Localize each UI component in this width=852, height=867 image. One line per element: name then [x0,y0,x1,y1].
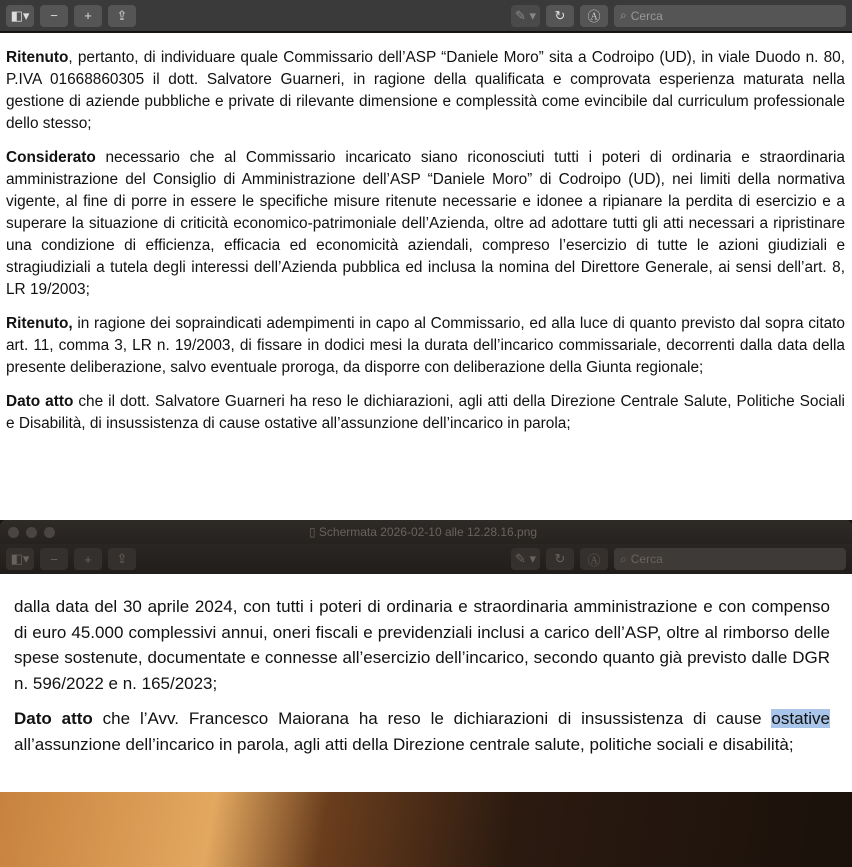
selected-text[interactable]: ostative [771,709,830,728]
paragraph-lead: Considerato [6,149,96,166]
paragraph-lead: Dato atto [6,393,74,410]
annotate-button[interactable]: Ⓐ [580,548,608,570]
paragraph [14,706,830,757]
paragraph-lead: Dato atto [14,709,93,728]
paragraph-text: che l’Avv. Francesco Maiorana ha reso le dichiarazioni di insussistenza di cause [92,709,772,728]
annotate-button[interactable]: Ⓐ [580,5,608,27]
preview-toolbar [0,0,852,32]
zoom-in-button[interactable]: + [74,548,102,570]
paragraph-text: necessario che al Commissario incaricato siano riconosciuti tutti i poteri di ordinaria e straordinaria amministrazione del Consiglio di Amministrazione dell’ASP “Daniele Moro” di Codroipo (UD), nei limiti della normativa vigente, al fine di porre in essere le specifiche misure ritenute necessarie e idonee a ripianare la perdita di esercizio e a superare la situazione di criticità economico-patrimoniale dell’Azienda, oltre ad adottare tutti gli atti necessari a ripristinare una condizione di efficienza, efficacia ed economicità aziendali, compreso l’esercizio di tutte le azioni giudiziali e stragiudiziali a tutela degli interessi dell’Azienda pubblica ed inclusa la nomina del Direttore Generale, ai sensi dell’art. 8, LR 19/2003; [6,149,845,298]
paragraph [6,391,845,435]
window-title [62,525,784,539]
search-input[interactable] [614,548,846,570]
document-page-1 [0,33,852,520]
rotate-button[interactable]: ↻ [546,548,574,570]
document-page-2 [0,574,852,792]
paragraph: dalla data del 30 aprile 2024, con tutti i poteri di ordinaria e straordinaria amministrazione e con compenso di euro 45.000 complessivi annui, oneri fiscali e previdenziali inclusi a carico dell’ASP, oltre al rimborso delle spese sostenute, documentate e connesse all’esercizio dell’incarico, secondo quanto già previsto dalle DGR n. 596/2022 e n. 165/2023; [14,597,830,693]
file-icon: ▯ [308,525,319,539]
rotate-button[interactable]: ↻ [546,5,574,27]
paragraph [6,313,845,379]
paragraph-lead: Ritenuto, [6,315,73,332]
share-button[interactable]: ⇪ [108,548,136,570]
title-bar [0,520,852,544]
window-title-text: Schermata 2026-02-10 alle 12.28.16.png [318,525,538,539]
paragraph-lead: Ritenuto [6,49,69,66]
minimize-button[interactable] [26,527,37,538]
markup-pen-button[interactable]: ✎ ▾ [511,5,540,27]
paragraph-text: all’assunzione dell’incarico in parola, agli atti della Direzione centrale salute, politiche sociali e disabilità; [14,734,794,754]
zoom-out-button[interactable]: − [40,5,68,27]
paragraph-text: in ragione dei sopraindicati adempimenti in capo al Commissario, ed alla luce di quanto previsto dal sopra citato art. 11, comma 3, LR n. 19/2003, di fissare in dodici mesi la durata dell’incarico commissariale, decorrenti dalla data della presente deliberazione, salvo eventuale proroga, da disporre con deliberazione della Giunta regionale; [6,315,845,376]
preview-toolbar-2 [0,544,852,574]
paragraph-text: , pertanto, di individuare quale Commissario dell’ASP “Daniele Moro” sita a Codroipo (UD), in viale Duodo n. 80, P.IVA 01668860305 il dott. Salvatore Guarneri, in ragione della qualificata e comprovata esperienza maturata nella gestione di aziende pubbliche e private di rilevante dimensione e complessità come evincibile dal curriculum professionale dello stesso; [6,49,845,132]
search-icon: ⌕ [620,551,627,566]
zoom-out-button[interactable]: − [40,548,68,570]
sidebar-toggle-button[interactable]: ◧▾ [6,548,34,570]
zoom-button[interactable] [44,527,55,538]
paragraph-text: che il dott. Salvatore Guarneri ha reso le dichiarazioni, agli atti della Direzione Centrale Salute, Politiche Sociali e Disabilità, di insussistenza di cause ostative all’assunzione dell’incarico in parola; [6,393,845,432]
desktop-wallpaper [0,792,852,867]
sidebar-toggle-button[interactable]: ◧▾ [6,5,34,27]
paragraph [6,47,845,135]
preview-window-2 [0,520,852,792]
zoom-in-button[interactable]: + [74,5,102,27]
search-placeholder: Cerca [630,552,663,566]
close-button[interactable] [8,527,19,538]
search-icon: ⌕ [620,8,627,22]
markup-pen-button[interactable]: ✎ ▾ [511,548,540,570]
paragraph [6,147,845,301]
search-placeholder: Cerca [630,8,663,23]
share-button[interactable]: ⇪ [108,5,136,27]
search-input[interactable] [614,5,846,27]
